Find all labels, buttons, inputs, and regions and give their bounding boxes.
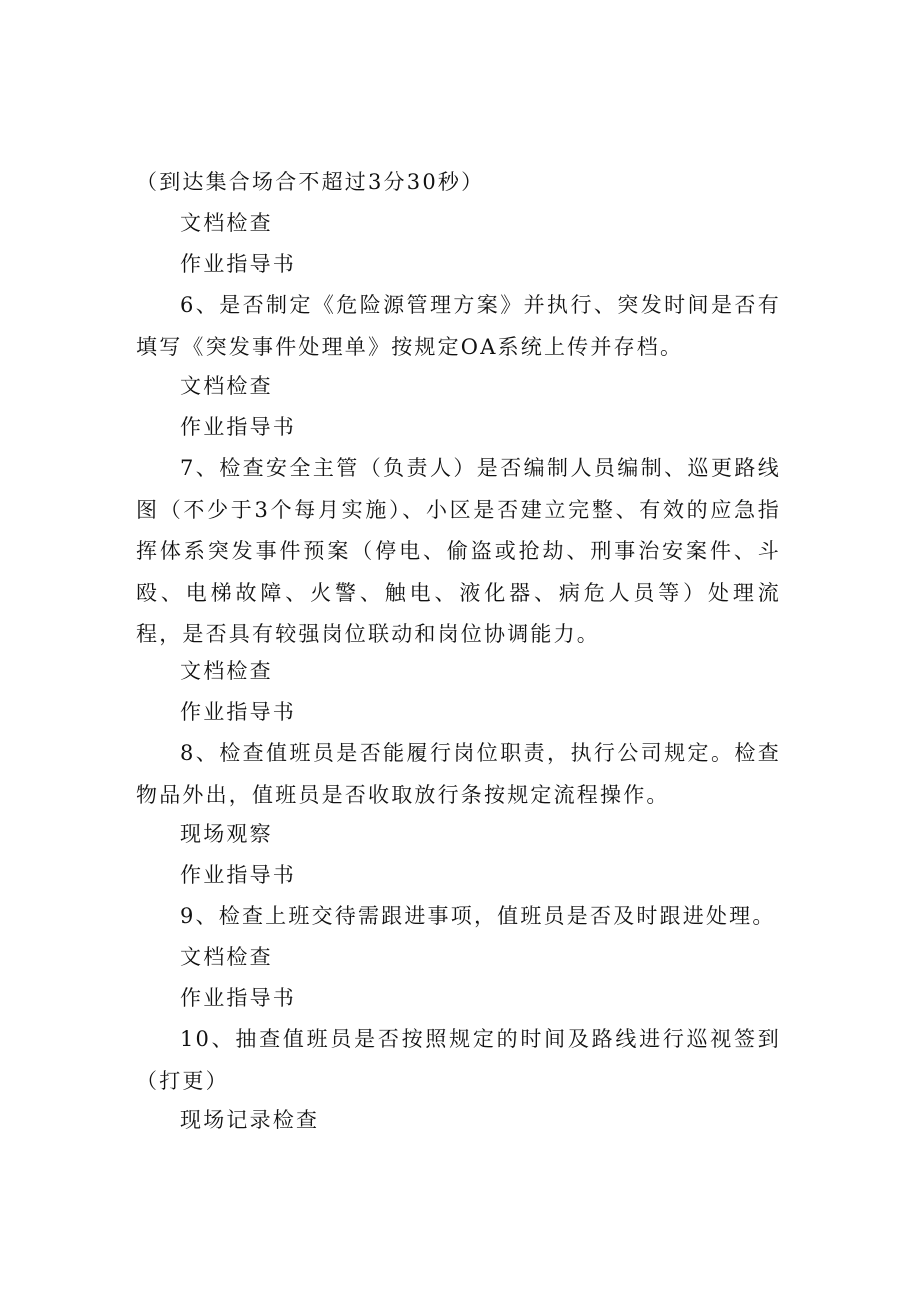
check-item-7: 7、检查安全主管（负责人）是否编制人员编制、巡更路线图（不少于3个每月实施）、小区是否建立完整、有效的应急指挥体系突发事件预案（停电、偷盗或抢劫、刑事治安案件、斗殴、电梯故障、火警、触电、液化器、病危人员等）处理流程，是否具有较强岗位联动和岗位协调能力。: [136, 456, 781, 646]
method-label: 文档检查: [180, 659, 273, 683]
method-label: 文档检查: [180, 374, 273, 398]
method-label: 文档检查: [180, 945, 273, 969]
reference-label: 作业指导书: [180, 252, 296, 276]
method-label: 现场观察: [180, 822, 273, 846]
reference-label: 作业指导书: [180, 863, 296, 887]
reference-label: 作业指导书: [180, 986, 296, 1010]
method-label: 文档检查: [180, 211, 273, 235]
method-label: 现场记录检查: [180, 1108, 320, 1132]
check-item-8: 8、检查值班员是否能履行岗位职责，执行公司规定。检查物品外出，值班员是否收取放行条按规定流程操作。: [136, 741, 781, 807]
check-item-10: 10、抽查值班员是否按照规定的时间及路线进行巡视签到（打更）: [136, 1027, 781, 1093]
reference-label: 作业指导书: [180, 415, 296, 439]
check-item-9: 9、检查上班交待需跟进事项，值班员是否及时跟进处理。: [180, 904, 776, 928]
check-item-6: 6、是否制定《危险源管理方案》并执行、突发时间是否有填写《突发事件处理单》按规定OA系统上传并存档。: [136, 293, 781, 359]
note-line: （到达集合场合不超过3分30秒）: [136, 170, 485, 194]
reference-label: 作业指导书: [180, 700, 296, 724]
